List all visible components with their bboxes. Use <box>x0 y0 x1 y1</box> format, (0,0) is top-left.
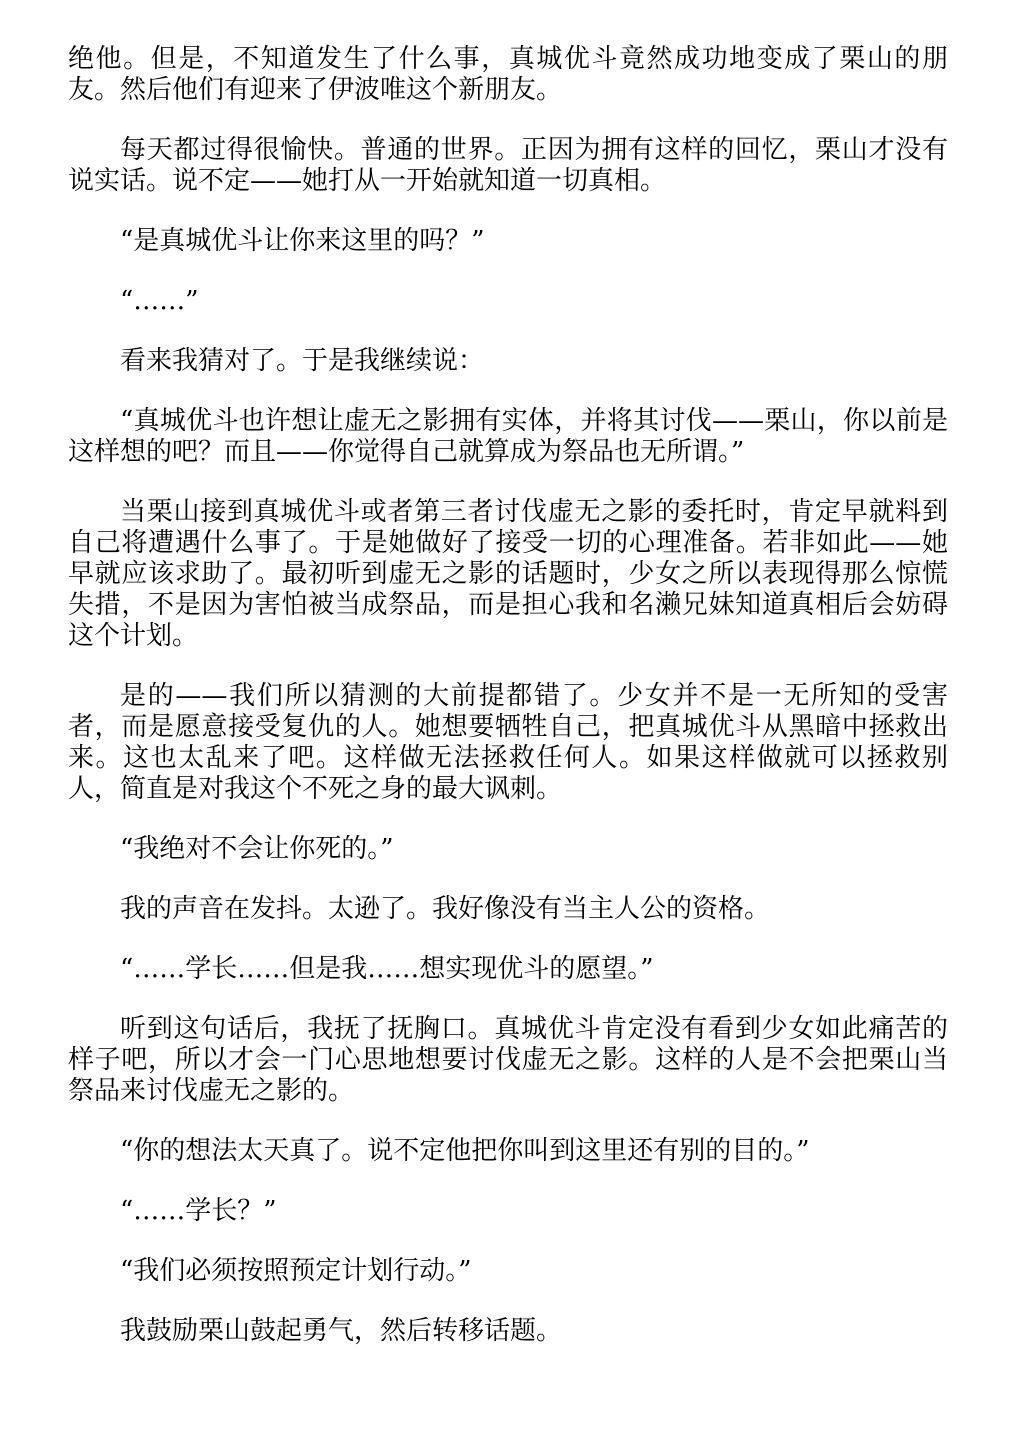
paragraph: 听到这句话后，我抚了抚胸口。真城优斗肯定没有看到少女如此痛苦的样子吧，所以才会一门心思地想要讨伐虚无之影。这样的人是不会把栗山当祭品来讨伐虚无之影的。 <box>68 1014 948 1106</box>
text-body <box>68 44 948 1347</box>
paragraph: 当栗山接到真城优斗或者第三者讨伐虚无之影的委托时，肯定早就料到自己将遭遇什么事了。于是她做好了接受一切的心理准备。若非如此——她早就应该求助了。最初听到虚无之影的话题时，少女之所以表现得那么惊慌失措，不是因为害怕被当成祭品，而是担心我和名濑兄妹知道真相后会妨碍这个计划。 <box>68 497 948 651</box>
paragraph: 每天都过得很愉快。普通的世界。正因为拥有这样的回忆，栗山才没有说实话。说不定——她打从一开始就知道一切真相。 <box>68 135 948 196</box>
paragraph: 绝他。但是，不知道发生了什么事，真城优斗竟然成功地变成了栗山的朋友。然后他们有迎来了伊波唯这个新朋友。 <box>68 44 948 105</box>
dialogue-line: “你的想法太天真了。说不定他把你叫到这里还有别的目的。” <box>120 1136 810 1166</box>
dialogue-line: “……学长……但是我……想实现优斗的愿望。” <box>120 954 654 984</box>
dialogue-line: “真城优斗也许想让虚无之影拥有实体，并将其讨伐——栗山，你以前是这样想的吧？而且——你觉得自己就算成为祭品也无所谓。” <box>68 406 948 467</box>
paragraph: 我的声音在发抖。太逊了。我好像没有当主人公的资格。 <box>120 894 771 924</box>
paragraph: 我鼓励栗山鼓起勇气，然后转移话题。 <box>120 1316 563 1346</box>
dialogue-line: “我们必须按照预定计划行动。” <box>120 1256 472 1286</box>
paragraph: 看来我猜对了。于是我继续说： <box>120 346 485 376</box>
dialogue-line: “我绝对不会让你死的。” <box>120 834 394 864</box>
dialogue-line: “……学长？” <box>120 1196 277 1226</box>
dialogue-line: “……” <box>120 286 199 316</box>
dialogue-line: “是真城优斗让你来这里的吗？” <box>120 226 485 256</box>
paragraph: 是的——我们所以猜测的大前提都错了。少女并不是一无所知的受害者，而是愿意接受复仇的人。她想要牺牲自己，把真城优斗从黑暗中拯救出来。这也太乱来了吧。这样做无法拯救任何人。如果这样做就可以拯救别人，简直是对我这个不死之身的最大讽刺。 <box>68 681 948 804</box>
